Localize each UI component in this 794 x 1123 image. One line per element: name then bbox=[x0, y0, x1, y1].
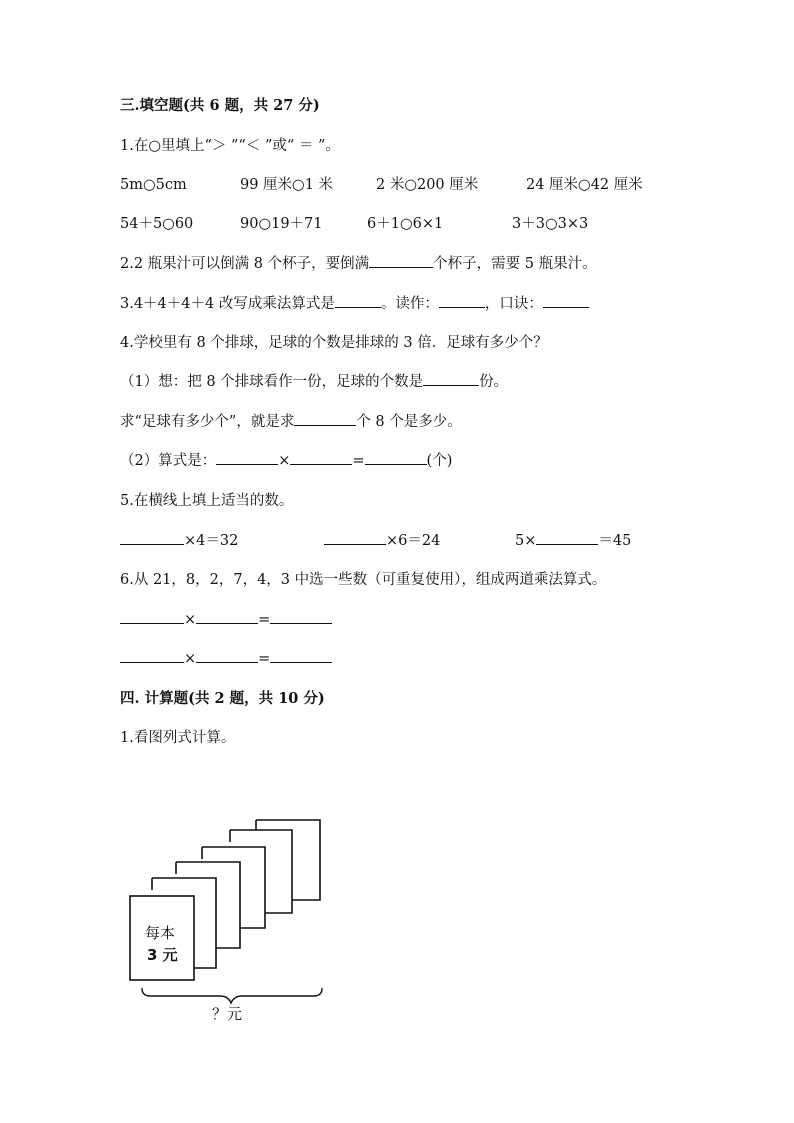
q1-item: 99 厘米○1 米 bbox=[240, 177, 334, 193]
q1-item: 24 厘米○42 厘米 bbox=[526, 177, 643, 193]
q1-item: 3＋3○3×3 bbox=[512, 216, 589, 232]
q4-blank-factor-2[interactable] bbox=[290, 452, 352, 465]
q4-p3-text: （2）算式是： bbox=[120, 453, 217, 469]
q4-p1-text-b: 份。 bbox=[479, 374, 509, 390]
times-sign: × bbox=[184, 651, 197, 667]
q4-p1-text-a: （1）想：把 8 个排球看作一份，足球的个数是 bbox=[120, 374, 424, 390]
section-3-title: 三.填空题(共 6 题，共 27 分) bbox=[120, 97, 320, 114]
section-4-title: 四. 计算题(共 2 题，共 10 分) bbox=[120, 690, 325, 707]
equals-sign: = bbox=[258, 612, 271, 628]
q4-part-1 bbox=[120, 372, 508, 392]
q5-expr-1-text: ×4＝32 bbox=[184, 533, 239, 549]
q6-blank[interactable] bbox=[196, 611, 258, 624]
times-sign: × bbox=[184, 612, 197, 628]
q4-blank-count[interactable] bbox=[294, 413, 356, 426]
q6-equation-2 bbox=[120, 649, 332, 669]
q2-blank[interactable] bbox=[369, 255, 433, 268]
q2-text-a: 2.2 瓶果汁可以倒满 8 个杯子，要倒满 bbox=[120, 256, 370, 272]
q2-text-b: 个杯子，需要 5 瓶果汁。 bbox=[433, 256, 597, 272]
q3-blank-rhyme[interactable] bbox=[543, 295, 589, 308]
q6-blank[interactable] bbox=[270, 611, 332, 624]
total-price-label: ？元 bbox=[212, 1005, 243, 1023]
times-sign: × bbox=[278, 453, 291, 469]
q3-blank-expression[interactable] bbox=[335, 295, 381, 308]
books-illustration bbox=[120, 810, 340, 1030]
q3-text-c: ，口诀： bbox=[484, 296, 543, 312]
q5-expr-3 bbox=[515, 531, 631, 551]
q1-prompt: 1.在○里填上“＞ ”“＜ ”或“ ＝ ”。 bbox=[120, 138, 340, 154]
q4-blank-parts[interactable] bbox=[423, 373, 479, 386]
q1-item: 54＋5○60 bbox=[120, 216, 194, 232]
q6-prompt: 6.从 21，8，2，7，4，3 中选一些数（可重复使用），组成两道乘法算式。 bbox=[120, 572, 607, 588]
q1-item: 90○19＋71 bbox=[240, 216, 323, 232]
q4-blank-factor-1[interactable] bbox=[216, 452, 278, 465]
q5-blank-3[interactable] bbox=[536, 532, 598, 545]
book-price-line-1: 每本 bbox=[145, 924, 176, 942]
q4-blank-product[interactable] bbox=[365, 452, 427, 465]
q4-p2-text-b: 个 8 个是多少。 bbox=[356, 414, 462, 430]
q5-expr-1 bbox=[120, 531, 238, 551]
q6-blank[interactable] bbox=[270, 650, 332, 663]
equals-sign: = bbox=[352, 453, 365, 469]
q3-text-a: 3.4＋4＋4＋4 改写成乘法算式是 bbox=[120, 296, 335, 312]
q5-expr-3-text-b: ＝45 bbox=[598, 533, 632, 549]
q6-blank[interactable] bbox=[120, 650, 184, 663]
q1-item: 5m○5cm bbox=[120, 177, 187, 193]
total-brace bbox=[142, 988, 322, 1003]
q4-unit: (个) bbox=[426, 453, 453, 469]
q4-prompt: 4.学校里有 8 个排球，足球的个数是排球的 3 倍．足球有多少个？ bbox=[120, 335, 548, 351]
q5-expr-2-text: ×6＝24 bbox=[386, 533, 441, 549]
equals-sign: = bbox=[258, 651, 271, 667]
q6-equation-1 bbox=[120, 610, 332, 630]
q1-item: 2 米○200 厘米 bbox=[376, 177, 479, 193]
q4-p2-text-a: 求“足球有多少个”，就是求 bbox=[120, 414, 295, 430]
books-figure bbox=[120, 810, 340, 1030]
q5-prompt: 5.在横线上填上适当的数。 bbox=[120, 493, 294, 509]
q3-line bbox=[120, 294, 589, 314]
q3-blank-reading[interactable] bbox=[439, 295, 485, 308]
book-price-line-2: 3 元 bbox=[147, 946, 178, 964]
q6-blank[interactable] bbox=[120, 611, 184, 624]
q5-expr-2 bbox=[324, 531, 440, 551]
q5-expr-3-text-a: 5× bbox=[515, 533, 537, 549]
q6-blank[interactable] bbox=[196, 650, 258, 663]
q5-blank-1[interactable] bbox=[120, 532, 184, 545]
calc-q1-prompt: 1.看图列式计算。 bbox=[120, 730, 236, 746]
q5-blank-2[interactable] bbox=[324, 532, 386, 545]
q4-part-1b bbox=[120, 412, 462, 432]
q1-item: 6＋1○6×1 bbox=[367, 216, 444, 232]
q2-line bbox=[120, 254, 597, 274]
q4-part-2 bbox=[120, 451, 452, 471]
q3-text-b: 。读作： bbox=[380, 296, 439, 312]
